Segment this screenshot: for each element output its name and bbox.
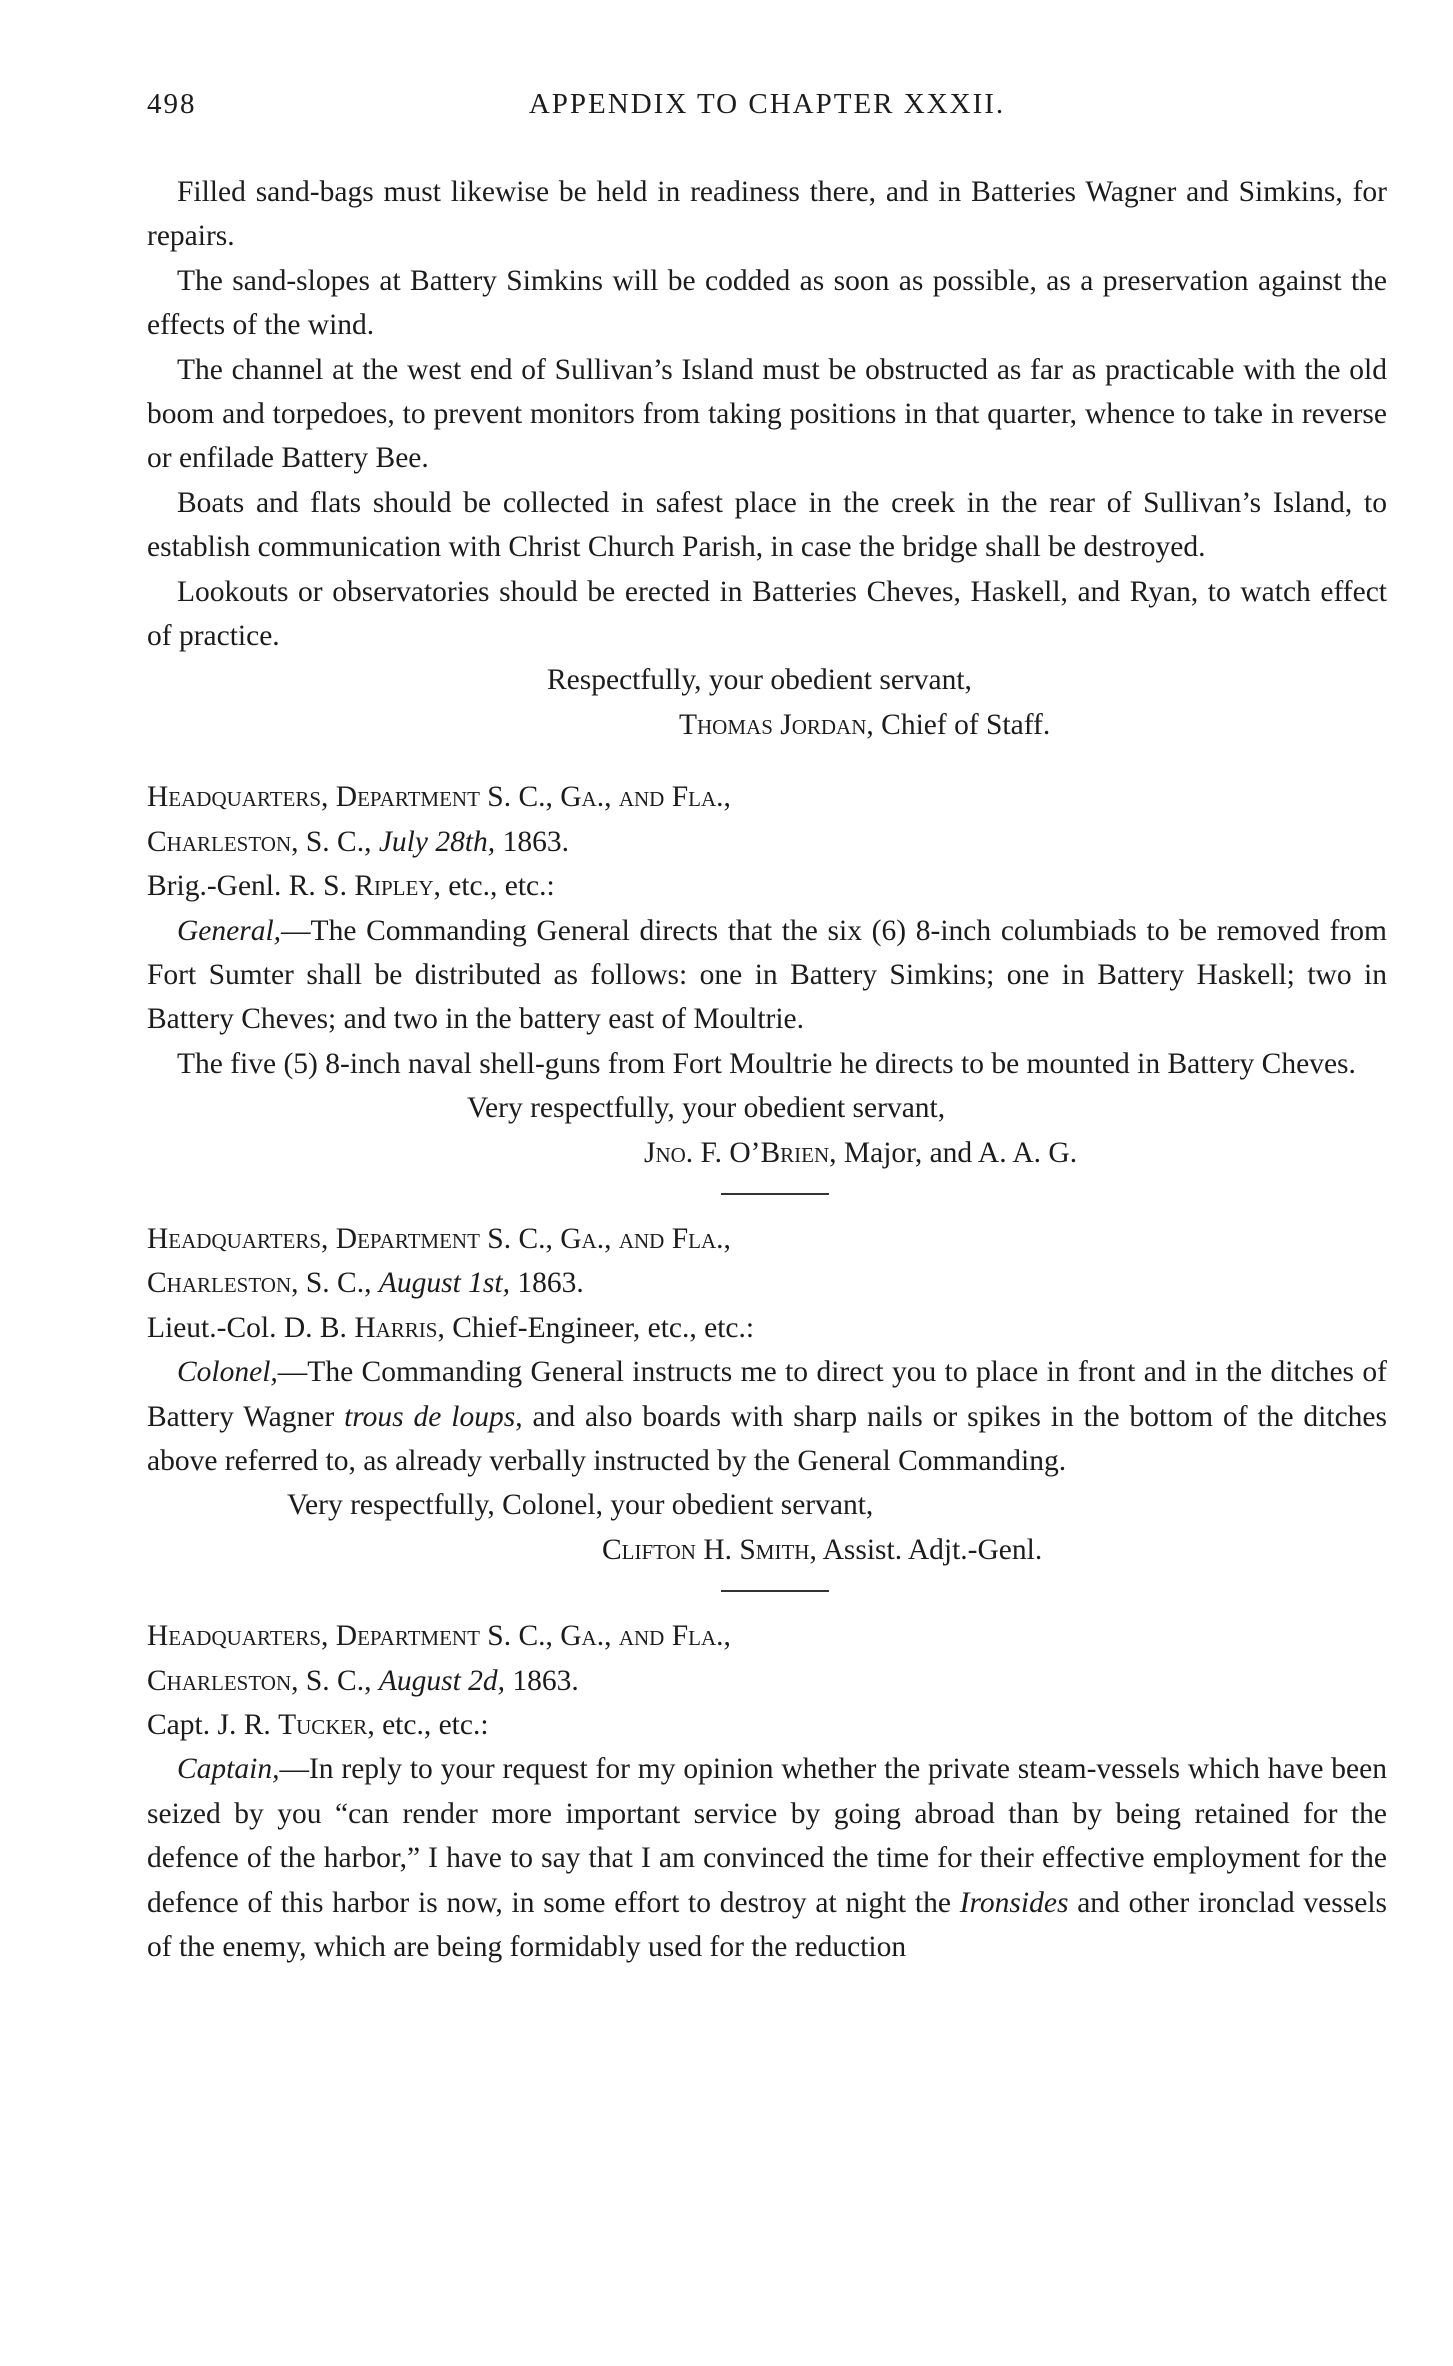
signature-title: , Chief of Staff. — [866, 708, 1051, 741]
letter-signature: Jno. F. O’Brien, Major, and A. A. G. — [644, 1136, 1078, 1169]
intro-paragraph: Boats and flats should be collected in safest place in the creek in the rear of Sullivan’s Island, to establish communication with Christ Church Parish, in case the bridge shall be destroyed. — [147, 486, 1387, 564]
letter-heading: Headquarters, Department S. C., Ga., and Fla., — [147, 781, 731, 814]
section-divider — [721, 1590, 829, 1592]
letter-closing: Very respectfully, your obedient servant, — [467, 1092, 946, 1125]
intro-signature — [147, 703, 1387, 747]
intro-paragraph: The sand-slopes at Battery Simkins will be codded as soon as possible, as a preservation against the effects of the wind. — [147, 264, 1387, 342]
page-number: 498 — [147, 88, 197, 120]
salutation: General, — [177, 914, 282, 947]
intro-paragraph: The channel at the west end of Sullivan’s Island must be obstructed as far as practicable with the old boom and torpedoes, to prevent monitors from taking positions in that quarter, whence to take in reverse or enfilade Battery Bee. — [147, 353, 1387, 475]
intro-paragraph: Lookouts or observatories should be erected in Batteries Cheves, Haskell, and Ryan, to watch effect of practice. — [147, 575, 1387, 653]
letter-addressee: Brig.-Genl. R. S. Ripley, etc., etc.: — [147, 870, 555, 903]
page-header — [147, 88, 1387, 132]
letter-dateline: Charleston, S. C., July 28th, 1863. — [147, 825, 569, 858]
body-text — [147, 170, 1387, 1969]
section-gap — [147, 747, 1387, 775]
letter-heading: Headquarters, Department S. C., Ga., and Fla., — [147, 1620, 731, 1653]
letter-closing: Very respectfully, Colonel, your obedient servant, — [287, 1489, 874, 1522]
salutation: Captain, — [177, 1753, 280, 1786]
intro-closing: Respectfully, your obedient servant, — [547, 664, 972, 697]
letter-dateline: Charleston, S. C., August 2d, 1863. — [147, 1664, 579, 1697]
letter-signature: Clifton H. Smith, Assist. Adjt.-Genl. — [602, 1533, 1043, 1566]
letter-addressee: Capt. J. R. Tucker, etc., etc.: — [147, 1709, 489, 1741]
salutation: Colonel, — [177, 1356, 278, 1389]
letter-addressee: Lieut.-Col. D. B. Harris, Chief-Engineer, etc., etc.: — [147, 1311, 755, 1344]
letter-dateline: Charleston, S. C., August 1st, 1863. — [147, 1267, 584, 1300]
letter-body: The five (5) 8-inch naval shell-guns from Fort Moultrie he directs to be mounted in Battery Cheves. — [177, 1047, 1356, 1080]
running-title: APPENDIX TO CHAPTER XXXII. — [528, 88, 1006, 120]
signature-name: Thomas Jordan — [679, 708, 867, 741]
letter-body: General,—The Commanding General directs that the six (6) 8-inch columbiads to be removed from Fort Sumter shall be distributed as follows: one in Battery Simkins; one in Battery Haskell; two in Battery Cheves; and two in the battery east of Moultrie. — [147, 914, 1387, 1036]
letter-body: Colonel,—The Commanding General instructs me to direct you to place in front and in the ditches of Battery Wagner trous de loups, and also boards with sharp nails or spikes in the bottom of the ditches above referred to, as already verbally instructed by the General Commanding. — [147, 1356, 1387, 1477]
letter-body: Captain,—In reply to your request for my opinion whether the private steam-vessels which have been seized by you “can render more important service by going abroad than by being retained for the defence of the harbor,” I have to say that I am convinced the time for their effective employment for the defence of this harbor is now, in some effort to destroy at night the Ironsides and other ironclad vessels of the enemy, which are being formidably used for the reduction — [147, 1753, 1387, 1964]
section-divider — [721, 1193, 829, 1195]
letter-heading: Headquarters, Department S. C., Ga., and Fla., — [147, 1222, 731, 1255]
intro-paragraph: Filled sand-bags must likewise be held in readiness there, and in Batteries Wagner and Simkins, for repairs. — [147, 176, 1387, 253]
